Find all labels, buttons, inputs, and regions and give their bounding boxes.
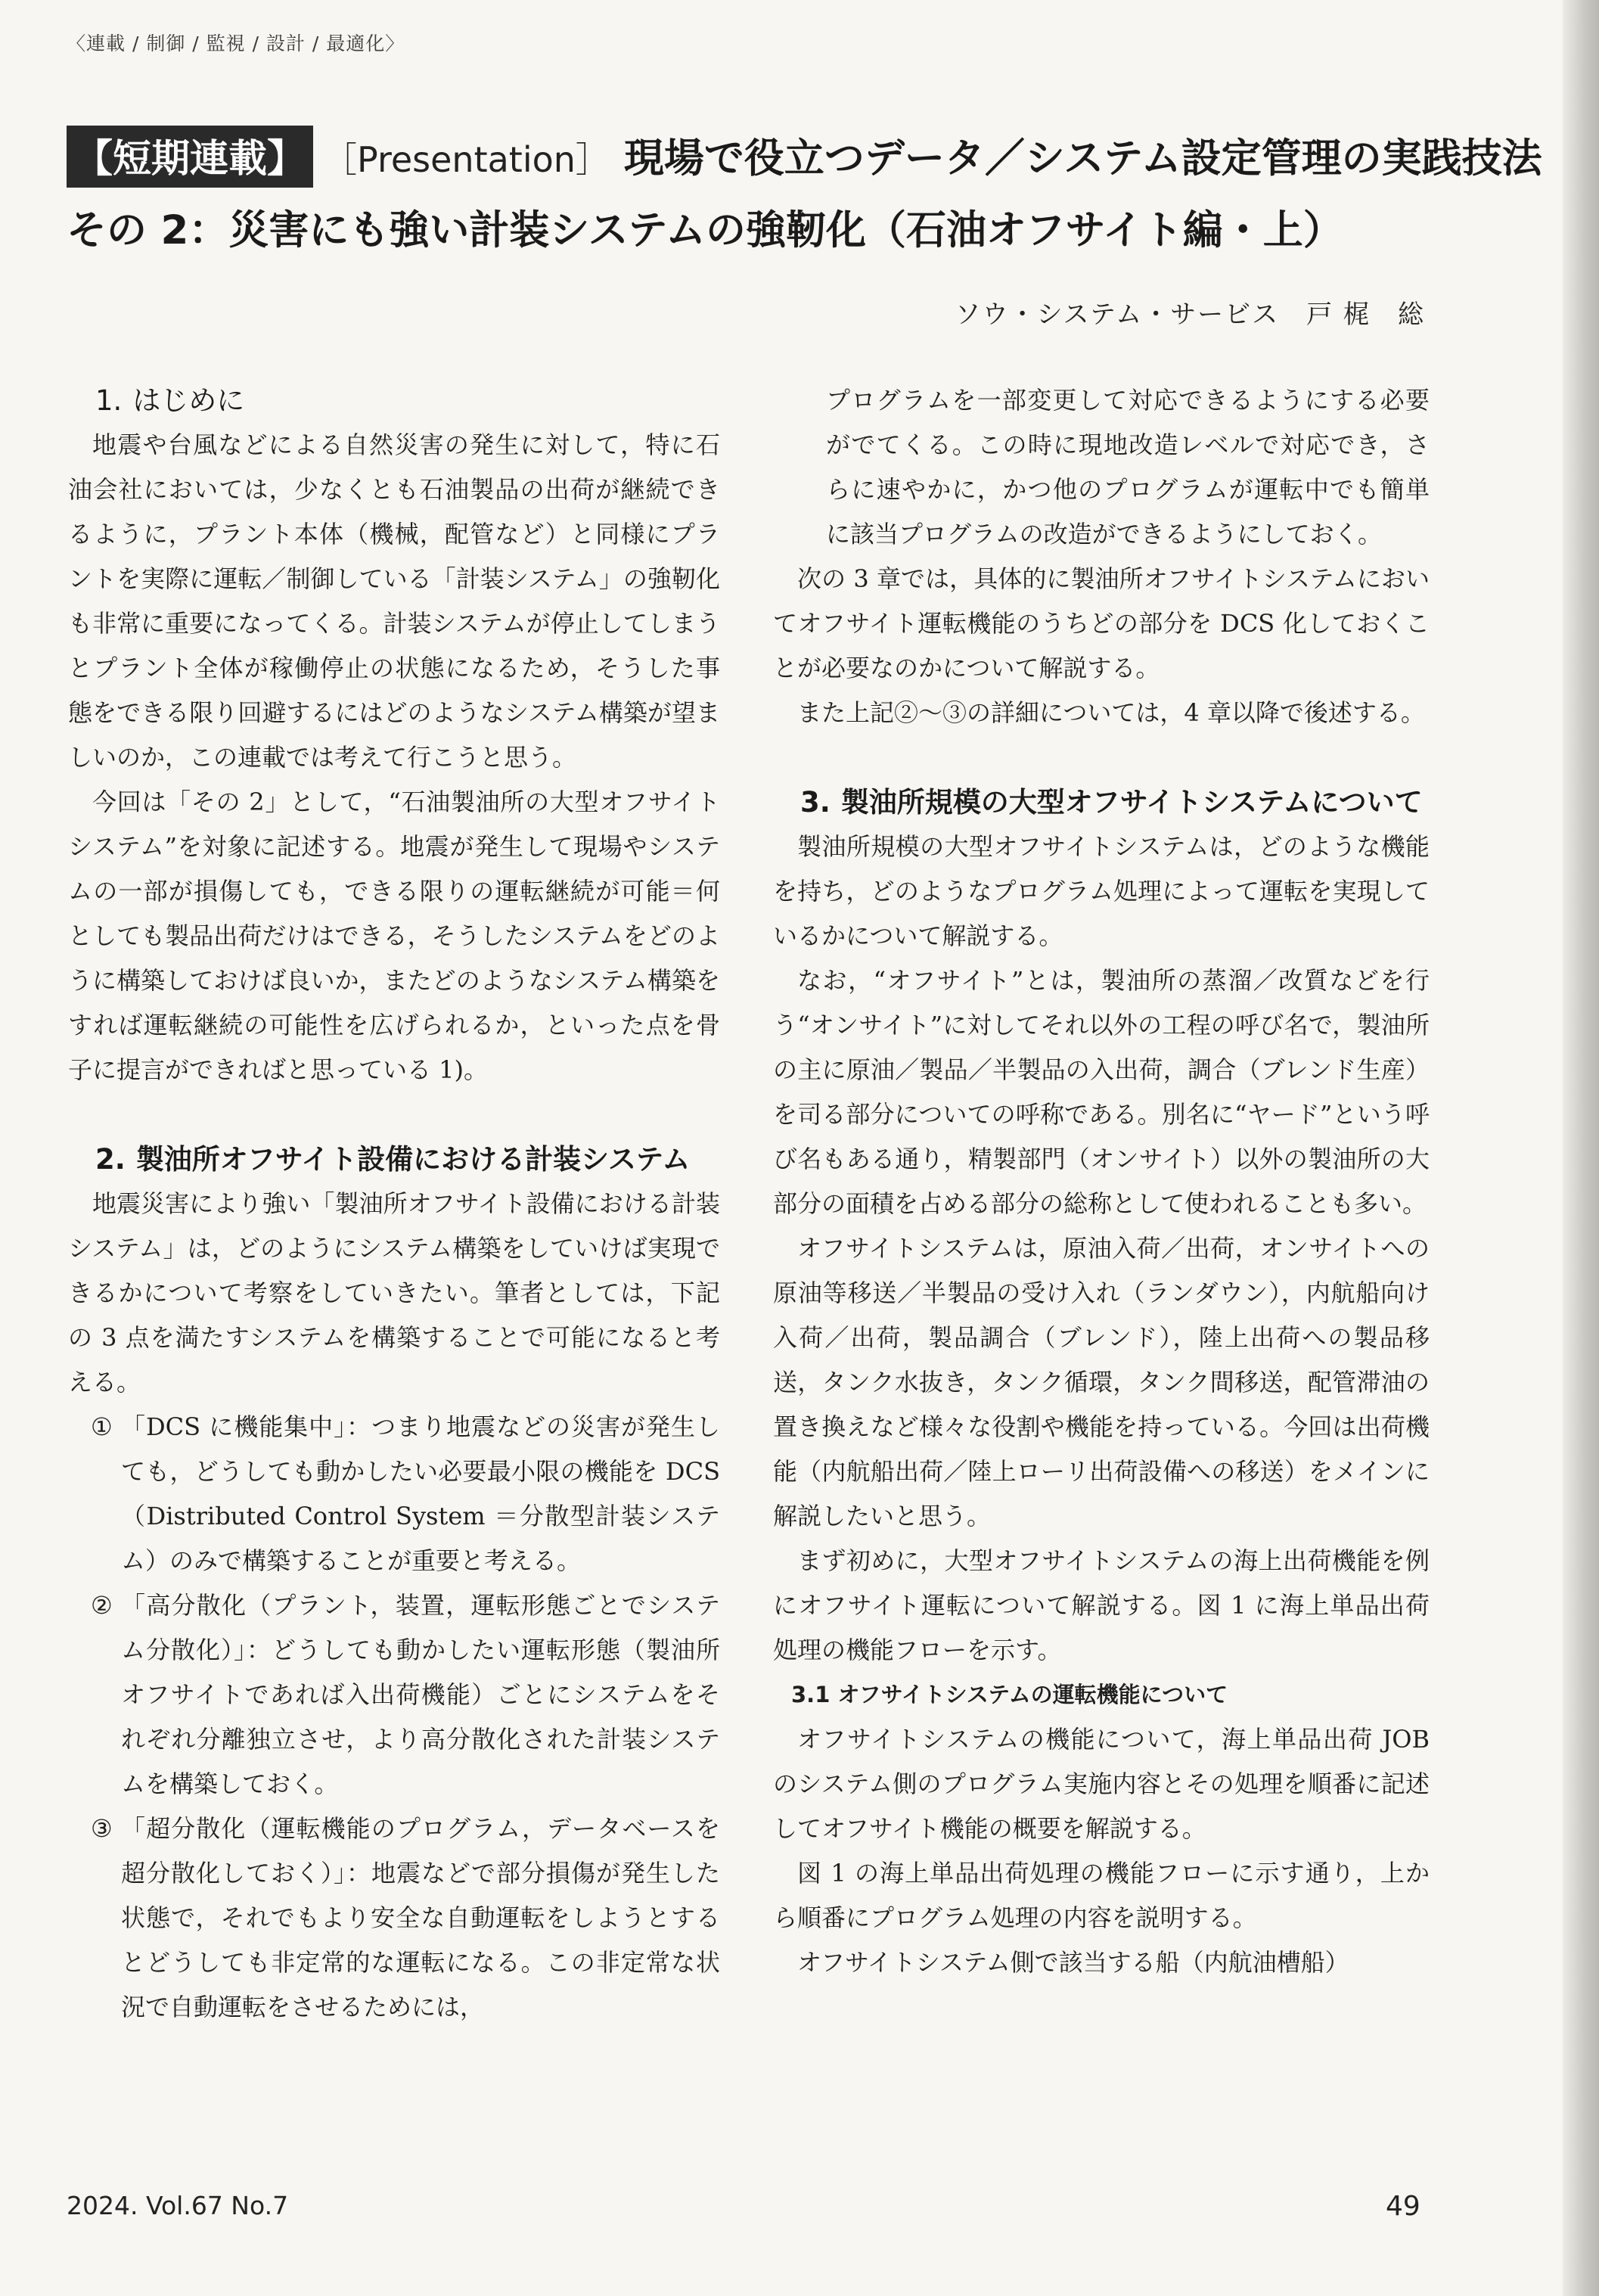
paragraph: また上記②～③の詳細については，4 章以降で後述する。 bbox=[797, 698, 1425, 727]
page-number: 49 bbox=[1386, 2191, 1420, 2222]
list-marker: ③ bbox=[91, 1814, 113, 1843]
list-item bbox=[68, 1583, 720, 1807]
paragraph: オフサイトシステム側で該当する船（内航油槽船） bbox=[797, 1948, 1349, 1977]
paragraph: 図 1 の海上単品出荷処理の機能フローに示す通り，上から順番にプログラム処理の内容を説明する。 bbox=[773, 1859, 1430, 1932]
article-subtitle: その 2：災害にも強い計装システムの強靭化（石油オフサイト編・上） bbox=[67, 207, 1343, 253]
list-item bbox=[68, 1807, 720, 2030]
paragraph: オフサイトシステムの機能について，海上単品出荷 JOB のシステム側のプログラム実施内容とその処理を順番に記述してオフサイト機能の概要を解説する。 bbox=[773, 1725, 1430, 1843]
paragraph: 製油所規模の大型オフサイトシステムは，どのような機能を持ち，どのようなプログラム処理によって運転を実現しているかについて解説する。 bbox=[773, 832, 1430, 950]
subsection-heading: 3.1 オフサイトシステムの運転機能について bbox=[791, 1682, 1228, 1707]
article-title-line-1 bbox=[67, 126, 1542, 188]
list-text: 「超分散化（運転機能のプログラム，データベースを超分散化しておく）」：地震などで部分損傷が発生した状態で，それでもより安全な自動運転をしようとするとどうしても非定常的な運転になる。この非定常な状況で自動運転をさせるためには， bbox=[121, 1814, 720, 2021]
presentation-tag: ［Presentation］ bbox=[322, 139, 610, 180]
section-title: 製油所規模の大型オフサイトシステムについて bbox=[840, 786, 1423, 819]
list-item bbox=[68, 1405, 720, 1583]
list-text: 「高分散化（プラント，装置，運転形態ごとでシステム分散化）」：どうしても動かしたい運転形態（製油所オフサイトであれば入出荷機能）ごとにシステムをそれぞれ分離独立させ，より高分散化された計装システムを構築しておく。 bbox=[121, 1591, 720, 1798]
section-heading-1 bbox=[68, 378, 720, 423]
section-title: はじめに bbox=[132, 384, 245, 417]
issue-info: 2024. Vol.67 No.7 bbox=[67, 2191, 289, 2220]
series-tag: 【短期連載】 bbox=[67, 126, 313, 188]
paragraph: オフサイトシステムは，原油入荷／出荷，オンサイトへの原油等移送／半製品の受け入れ（ランダウン），内航船向け入荷／出荷，製品調合（ブレンド），陸上出荷への製品移送，タンク水抜き，タンク循環，タンク間移送，配管滞油の置き換えなど様々な役割や機能を持っている。今回は出荷機能（内航船出荷／陸上ローリ出荷設備への移送）をメインに解説したいと思う。 bbox=[773, 1234, 1430, 1530]
list-text: 「DCS に機能集中」：つまり地震などの災害が発生しても，どうしても動かしたい必要最小限の機能を DCS（Distributed Control System ＝分散型計装システム）のみで構築することが重要と考える。 bbox=[121, 1412, 720, 1575]
list-marker: ① bbox=[91, 1412, 113, 1441]
list-marker: ② bbox=[91, 1591, 113, 1620]
left-column bbox=[68, 378, 720, 2030]
paragraph: 地震や台風などによる自然災害の発生に対して，特に石油会社においては，少なくとも石油製品の出荷が継続できるように，プラント本体（機械，配管など）と同様にプラントを実際に運転／制御している「計装システム」の強靭化も非常に重要になってくる。計装システムが停止してしまうとプラント全体が稼働停止の状態になるため，そうした事態をできる限り回避するにはどのようなシステム構築が望ましいのか，この連載では考えて行こうと思う。 bbox=[68, 430, 720, 772]
section-number: 2. bbox=[95, 1143, 126, 1176]
paragraph: 今回は「その 2」として，“石油製油所の大型オフサイトシステム”を対象に記述する。地震が発生して現場やシステムの一部が損傷しても，できる限りの運転継続が可能＝何としても製品出荷だけはできる，そうしたシステムをどのように構築しておけば良いか，またどのようなシステム構築をすれば運転継続の可能性を広げられるか，といった点を骨子に提言ができればと思っている 1)。 bbox=[68, 788, 720, 1084]
section-heading-2 bbox=[68, 1137, 720, 1182]
paragraph: なお，“オフサイト”とは，製油所の蒸溜／改質などを行う“オンサイト”に対してそれ以外の工程の呼び名で，製油所の主に原油／製品／半製品の入出荷，調合（ブレンド生産）を司る部分についての呼称である。別名に“ヤード”という呼び名もある通り，精製部門（オンサイト）以外の製油所の大部分の面積を占める部分の総称として使われることも多い。 bbox=[773, 966, 1430, 1218]
section-number: 1. bbox=[95, 384, 123, 417]
paragraph: 地震災害により強い「製油所オフサイト設備における計装システム」は，どのようにシステム構築をしていけば実現できるかについて考察をしていきたい。筆者としては，下記の 3 点を満たすシステムを構築することで可能になると考える。 bbox=[68, 1189, 720, 1397]
section-title: 製油所オフサイト設備における計装システム bbox=[135, 1143, 691, 1176]
right-column bbox=[773, 378, 1430, 1985]
page-spine-shadow bbox=[1563, 0, 1599, 2296]
author-byline: ソウ・システム・サービス 戸 梶 総 bbox=[955, 300, 1425, 330]
paragraph: まず初めに，大型オフサイトシステムの海上出荷機能を例にオフサイト運転について解説する。図 1 に海上単品出荷処理の機能フローを示す。 bbox=[773, 1546, 1430, 1664]
paragraph: 次の 3 章では，具体的に製油所オフサイトシステムにおいてオフサイト運転機能のうちどの部分を DCS 化しておくことが必要なのかについて解説する。 bbox=[773, 564, 1430, 682]
breadcrumb: 〈連載 / 制御 / 監視 / 設計 / 最適化〉 bbox=[67, 33, 405, 54]
section-heading-3 bbox=[773, 780, 1430, 825]
section-number: 3. bbox=[800, 786, 831, 819]
list-text-continued: プログラムを一部変更して対応できるようにする必要がでてくる。この時に現地改造レベルで対応でき，さらに速やかに，かつ他のプログラムが運転中でも簡単に該当プログラムの改造ができるようにしておく。 bbox=[826, 386, 1430, 548]
article-title: 現場で役立つデータ／システム設定管理の実践技法 bbox=[623, 135, 1542, 182]
